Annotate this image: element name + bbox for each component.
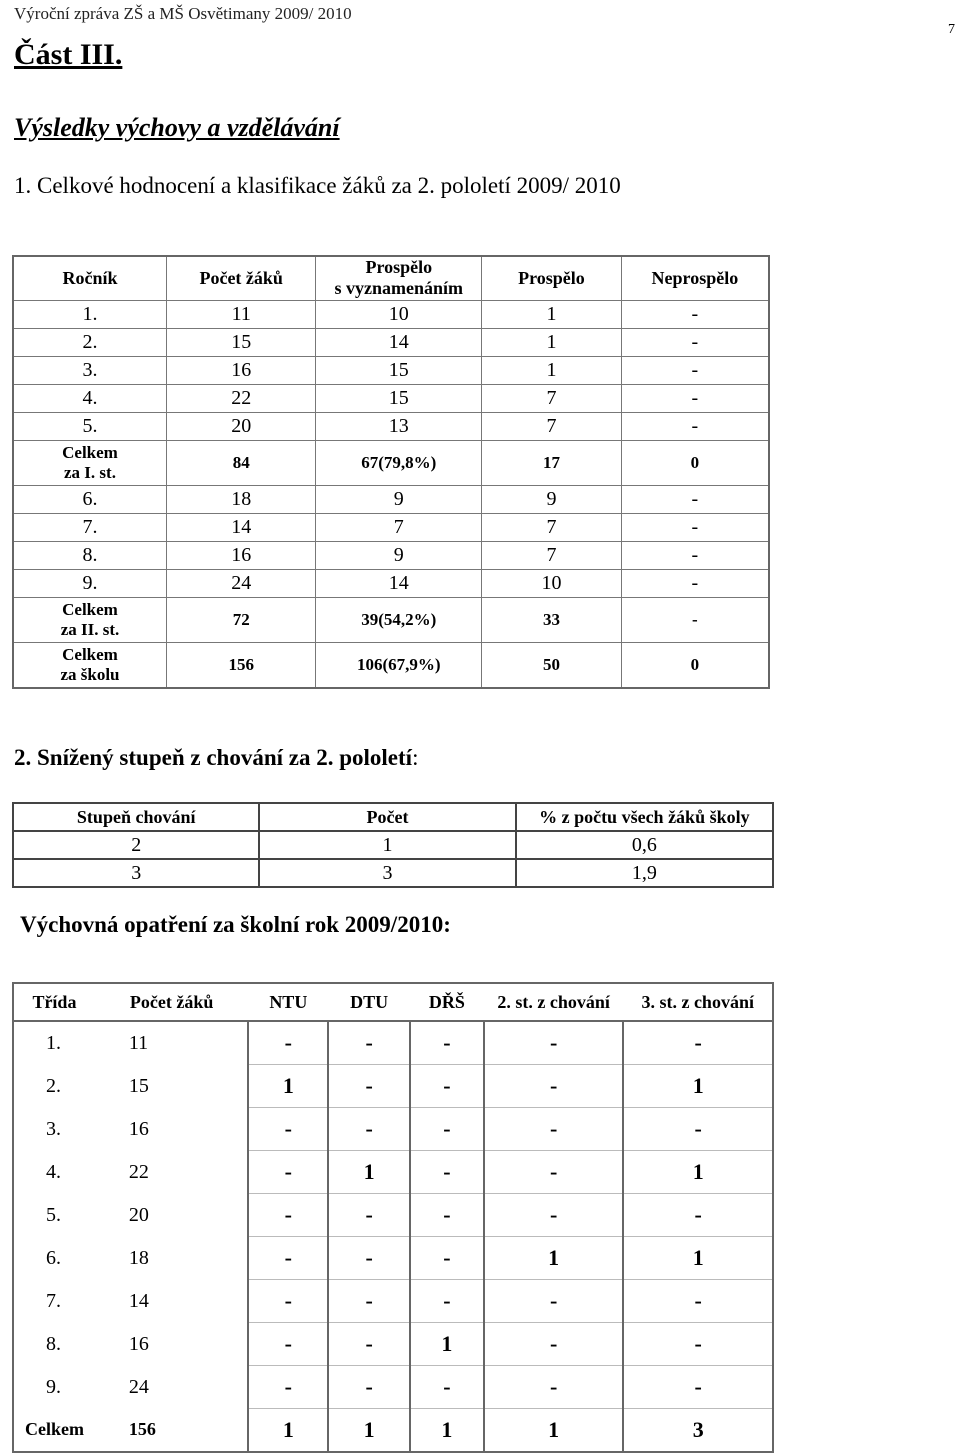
class-cell: 3. (13, 1108, 95, 1151)
table-cell: 1,9 (516, 859, 773, 887)
table-cell: - (621, 328, 769, 356)
table-cell: 16 (166, 356, 315, 384)
measure-cell: - (623, 1194, 773, 1237)
table-cell: 16 (166, 541, 315, 569)
table-cell: 7 (316, 513, 482, 541)
grade-cell: 6. (13, 485, 166, 513)
measure-cell: 1 (623, 1237, 773, 1280)
table-cell: 14 (316, 328, 482, 356)
table-row (13, 569, 769, 597)
table-row (13, 485, 769, 513)
pupil-count-cell: 15 (95, 1065, 249, 1108)
header-cell: DŘŠ (410, 983, 484, 1021)
table-cell: 14 (166, 513, 315, 541)
grade-cell: 3. (13, 356, 166, 384)
measure-cell: - (484, 1108, 624, 1151)
table-cell: - (621, 541, 769, 569)
table-cell: 7 (482, 412, 622, 440)
measure-cell: - (328, 1280, 410, 1323)
table-cell: 33 (482, 597, 622, 642)
behavior-grade-table (12, 802, 774, 888)
table-row (13, 328, 769, 356)
table-cell: 17 (482, 440, 622, 485)
measure-cell: 1 (410, 1323, 484, 1366)
measure-cell: - (410, 1237, 484, 1280)
classification-table (12, 255, 770, 689)
measure-cell: - (328, 1194, 410, 1237)
summary-label-line: za I. st. (64, 462, 116, 482)
pupil-count-cell: 11 (95, 1021, 249, 1065)
pupil-count-cell: 16 (95, 1323, 249, 1366)
header-cell: Stupeň chování (13, 803, 259, 831)
table-cell: - (621, 513, 769, 541)
table-cell: 0 (621, 440, 769, 485)
table-row (13, 1065, 773, 1108)
summary-row (13, 440, 769, 485)
table-header-row (13, 983, 773, 1021)
table-cell: 11 (166, 300, 315, 328)
summary-label-line: Celkem (62, 442, 118, 462)
summary-label-line: Celkem (62, 644, 118, 664)
table-cell: 106(67,9%) (316, 642, 482, 688)
measure-cell: 1 (484, 1237, 624, 1280)
table-row (13, 1108, 773, 1151)
header-cell: DTU (328, 983, 410, 1021)
section2-title (14, 745, 418, 771)
table-cell: 15 (316, 356, 482, 384)
table-row (13, 1280, 773, 1323)
summary-row (13, 597, 769, 642)
header-cell (316, 256, 482, 300)
table-cell: 18 (166, 485, 315, 513)
header-cell: 3. st. z chování (623, 983, 773, 1021)
header-cell: 2. st. z chování (484, 983, 624, 1021)
table-cell: 50 (482, 642, 622, 688)
table-cell: 72 (166, 597, 315, 642)
measure-cell: 1 (328, 1409, 410, 1453)
measure-cell: - (623, 1021, 773, 1065)
table-row (13, 1366, 773, 1409)
measure-cell: - (248, 1237, 328, 1280)
measure-cell: - (484, 1323, 624, 1366)
table-cell: 1 (482, 328, 622, 356)
measure-cell: - (248, 1323, 328, 1366)
measure-cell: - (328, 1065, 410, 1108)
measure-cell: - (328, 1021, 410, 1065)
table-cell: 3 (13, 859, 259, 887)
table-cell: 39(54,2%) (316, 597, 482, 642)
table-cell: 7 (482, 513, 622, 541)
table-row (13, 356, 769, 384)
running-header: Výroční zpráva ZŠ a MŠ Osvětimany 2009/ 2010 (14, 4, 352, 23)
table-cell: - (621, 485, 769, 513)
table-cell: 1 (482, 300, 622, 328)
measure-cell: 1 (623, 1151, 773, 1194)
measure-cell: 1 (623, 1065, 773, 1108)
table-cell: 10 (316, 300, 482, 328)
header-cell: Neprospělo (621, 256, 769, 300)
measure-cell: - (410, 1280, 484, 1323)
table-cell: 7 (482, 384, 622, 412)
measure-cell: - (410, 1151, 484, 1194)
table-cell: 0 (621, 642, 769, 688)
class-cell: 9. (13, 1366, 95, 1409)
table-cell: - (621, 356, 769, 384)
pupil-count-cell: 156 (95, 1409, 249, 1453)
class-cell: Celkem (13, 1409, 95, 1453)
header-cell: Počet žáků (95, 983, 249, 1021)
table-row (13, 300, 769, 328)
grade-cell: 4. (13, 384, 166, 412)
grade-cell: 7. (13, 513, 166, 541)
grade-cell: 1. (13, 300, 166, 328)
measure-cell: - (623, 1323, 773, 1366)
measure-cell: - (248, 1021, 328, 1065)
grade-cell: 2. (13, 328, 166, 356)
table-cell: 1 (259, 831, 515, 859)
table-cell: 9 (316, 485, 482, 513)
summary-label-line: Celkem (62, 599, 118, 619)
measure-cell: - (410, 1194, 484, 1237)
measure-cell: - (248, 1151, 328, 1194)
table-row (13, 1021, 773, 1065)
pupil-count-cell: 24 (95, 1366, 249, 1409)
pupil-count-cell: 14 (95, 1280, 249, 1323)
measure-cell: - (328, 1237, 410, 1280)
table-cell: 156 (166, 642, 315, 688)
table-cell: 0,6 (516, 831, 773, 859)
class-cell: 7. (13, 1280, 95, 1323)
header-cell: Prospělo (482, 256, 622, 300)
grade-cell: 5. (13, 412, 166, 440)
pupil-count-cell: 18 (95, 1237, 249, 1280)
measure-cell: 3 (623, 1409, 773, 1453)
section2-title-bold: 2. Snížený stupeň z chování za 2. pololetí (14, 745, 413, 770)
header-cell: Počet (259, 803, 515, 831)
measure-cell: 1 (248, 1409, 328, 1453)
measure-cell: 1 (248, 1065, 328, 1108)
chapter-subtitle: Výsledky výchovy a vzdělávání (14, 113, 340, 142)
table-cell: - (621, 384, 769, 412)
measure-cell: - (410, 1065, 484, 1108)
measure-cell: - (484, 1194, 624, 1237)
measure-cell: - (623, 1280, 773, 1323)
header-cell: Počet žáků (166, 256, 315, 300)
table-row (13, 1237, 773, 1280)
measure-cell: - (484, 1366, 624, 1409)
page-number: 7 (948, 22, 955, 37)
header-cell: NTU (248, 983, 328, 1021)
class-cell: 8. (13, 1323, 95, 1366)
grade-cell (13, 440, 166, 485)
table-header-row (13, 256, 769, 300)
header-cell: % z počtu všech žáků školy (516, 803, 773, 831)
table-cell: 7 (482, 541, 622, 569)
measure-cell: 1 (328, 1151, 410, 1194)
measure-cell: - (484, 1280, 624, 1323)
table-row (13, 859, 773, 887)
measure-cell: - (248, 1108, 328, 1151)
table-cell: 9 (316, 541, 482, 569)
header-line: Prospělo (365, 257, 433, 278)
pupil-count-cell: 16 (95, 1108, 249, 1151)
table-cell: 3 (259, 859, 515, 887)
table-header-row (13, 803, 773, 831)
measure-cell: - (623, 1108, 773, 1151)
table-row (13, 384, 769, 412)
table-row (13, 1151, 773, 1194)
measure-cell: - (328, 1323, 410, 1366)
measure-cell: - (410, 1108, 484, 1151)
measure-cell: - (484, 1151, 624, 1194)
header-cell: Třída (13, 983, 95, 1021)
table-row (13, 541, 769, 569)
table-cell: - (621, 597, 769, 642)
pupil-count-cell: 20 (95, 1194, 249, 1237)
table-cell: 84 (166, 440, 315, 485)
class-cell: 2. (13, 1065, 95, 1108)
grade-cell (13, 642, 166, 688)
header-cell: Ročník (13, 256, 166, 300)
measure-cell: - (410, 1021, 484, 1065)
table-cell: 20 (166, 412, 315, 440)
table-cell: 9 (482, 485, 622, 513)
table-row (13, 412, 769, 440)
disciplinary-measures-table (12, 982, 774, 1453)
grade-cell: 9. (13, 569, 166, 597)
table-cell: - (621, 569, 769, 597)
measure-cell: - (248, 1280, 328, 1323)
table-cell: 1 (482, 356, 622, 384)
class-cell: 6. (13, 1237, 95, 1280)
measure-cell: - (248, 1194, 328, 1237)
section1-title: 1. Celkové hodnocení a klasifikace žáků za 2. pololetí 2009/ 2010 (14, 173, 621, 198)
pupil-count-cell: 22 (95, 1151, 249, 1194)
table-cell: - (621, 412, 769, 440)
table-row (13, 513, 769, 541)
section3-title: Výchovná opatření za školní rok 2009/2010: (20, 912, 451, 937)
table-cell: 14 (316, 569, 482, 597)
summary-label-line: za školu (60, 664, 120, 684)
grade-cell: 8. (13, 541, 166, 569)
summary-row (13, 642, 769, 688)
measure-cell: - (410, 1366, 484, 1409)
measure-cell: 1 (410, 1409, 484, 1453)
table-row (13, 1194, 773, 1237)
measure-cell: - (328, 1108, 410, 1151)
summary-label-line: za II. st. (60, 619, 120, 639)
measure-cell: - (248, 1366, 328, 1409)
table-cell: 10 (482, 569, 622, 597)
table-cell: 67(79,8%) (316, 440, 482, 485)
part-title: Část III. (14, 38, 123, 71)
table-row (13, 1323, 773, 1366)
class-cell: 5. (13, 1194, 95, 1237)
table-cell: 22 (166, 384, 315, 412)
table-cell: 15 (316, 384, 482, 412)
table-cell: 13 (316, 412, 482, 440)
header-line: s vyznamenáním (334, 278, 464, 299)
table-cell: 2 (13, 831, 259, 859)
table-cell: 24 (166, 569, 315, 597)
grade-cell (13, 597, 166, 642)
measure-cell: - (484, 1065, 624, 1108)
measure-cell: - (328, 1366, 410, 1409)
class-cell: 1. (13, 1021, 95, 1065)
section2-title-rest: : (412, 745, 419, 770)
table-row (13, 831, 773, 859)
measure-cell: - (484, 1021, 624, 1065)
measure-cell: - (623, 1366, 773, 1409)
measure-cell: 1 (484, 1409, 624, 1453)
total-row (13, 1409, 773, 1453)
class-cell: 4. (13, 1151, 95, 1194)
table-cell: 15 (166, 328, 315, 356)
table-cell: - (621, 300, 769, 328)
